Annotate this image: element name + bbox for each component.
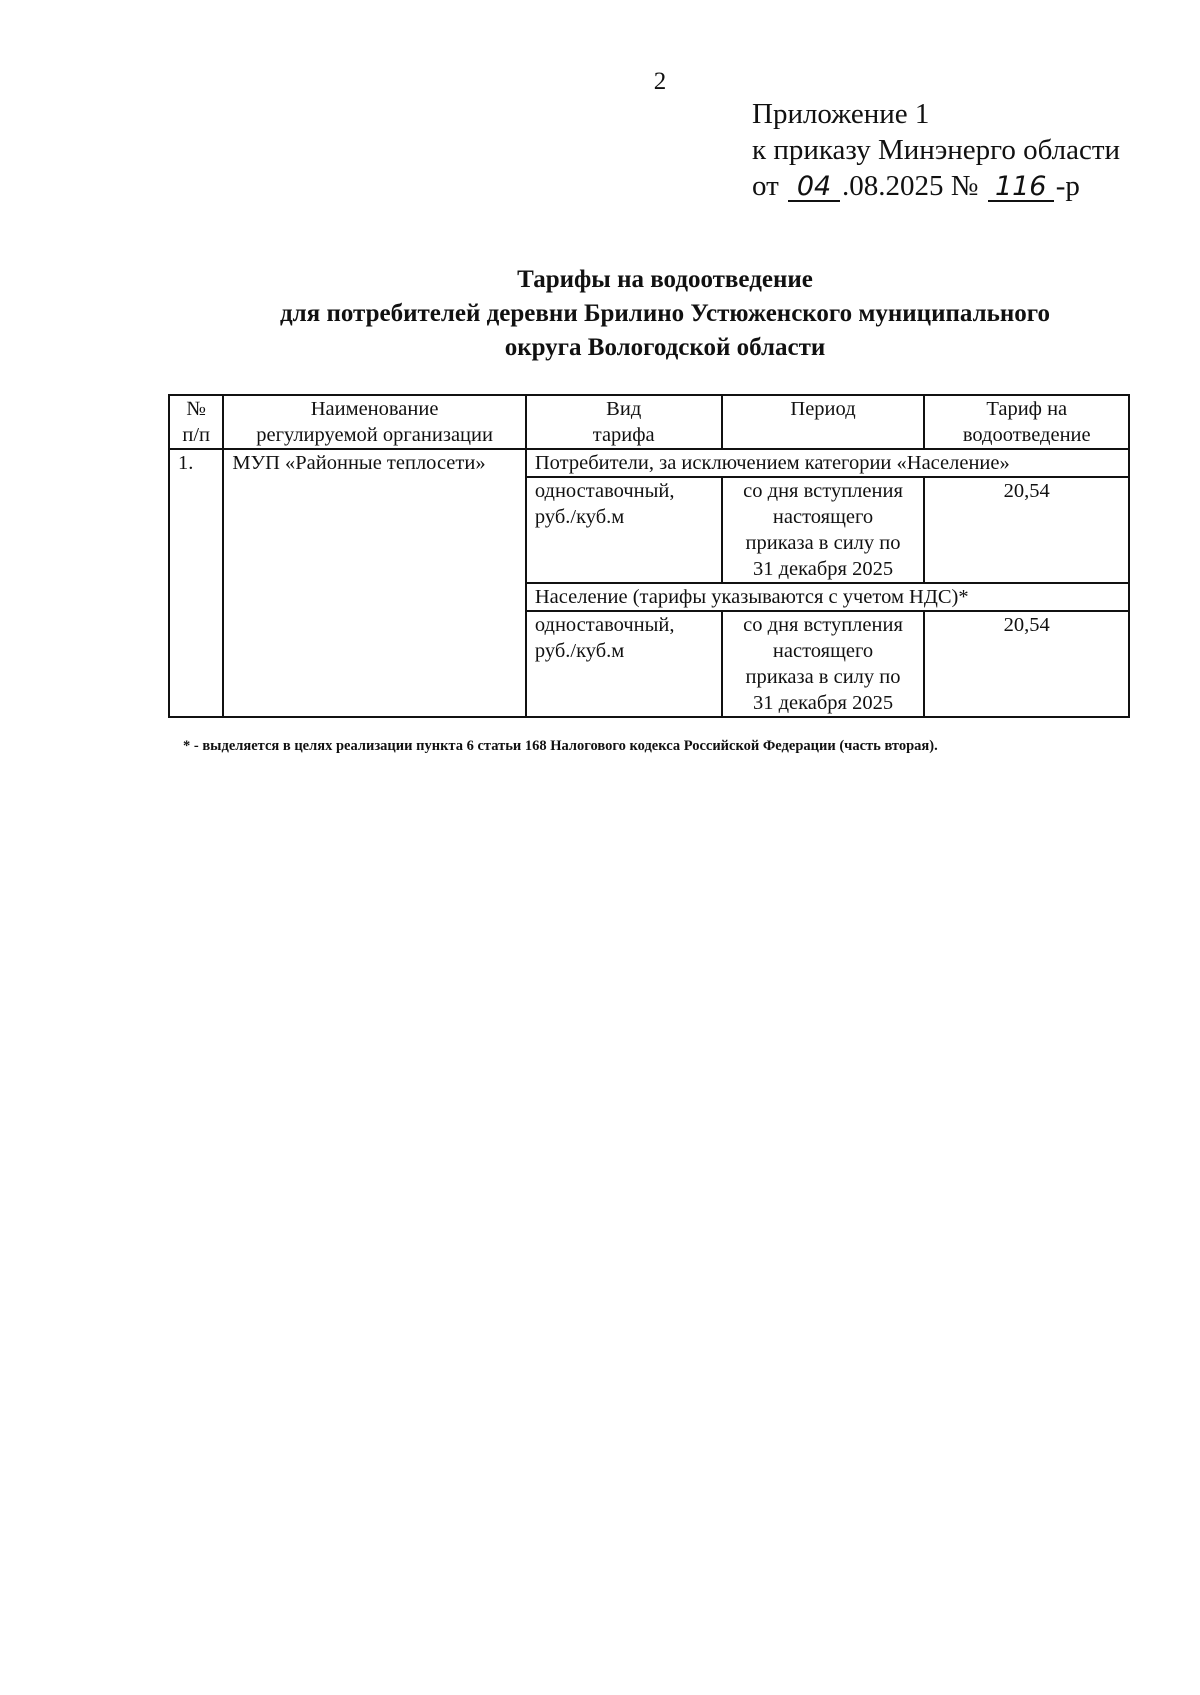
- tariffs-table: [168, 394, 1130, 718]
- page-number: 2: [653, 68, 667, 95]
- handwritten-order-number: 116: [988, 174, 1054, 202]
- header-organization: [223, 395, 526, 449]
- period-cell: [722, 477, 925, 583]
- header-tariff-line-1: Тариф на: [986, 398, 1068, 420]
- tariff-value-cell: 20,54: [924, 611, 1129, 717]
- period-line-2: настоящего: [772, 640, 874, 662]
- title-line-2: для потребителей деревни Брилино Устюженского муниципального: [280, 300, 1050, 327]
- period-line-1: со дня вступления: [743, 614, 903, 636]
- table-row: [169, 449, 1129, 477]
- tariff-value-cell: 20,54: [924, 477, 1129, 583]
- title-line-1: Тарифы на водоотведение: [517, 266, 813, 293]
- header-type-line-1: Вид: [606, 398, 642, 420]
- handwritten-date-day: 04: [788, 174, 840, 202]
- tariff-type-line-1: одноставочный,: [534, 480, 675, 502]
- period-line-4: 31 декабря 2025: [752, 692, 894, 714]
- period-line-4: 31 декабря 2025: [752, 558, 894, 580]
- period-line-3: приказа в силу по: [745, 532, 901, 554]
- header-org-line-1: Наименование: [310, 398, 439, 420]
- header-tariff-value: [924, 395, 1129, 449]
- header-num-line-1: №: [186, 398, 206, 420]
- header-num-line-2: п/п: [182, 424, 210, 446]
- row-number: 1.: [169, 449, 223, 717]
- organization-name: МУП «Районные теплосети»: [223, 449, 526, 717]
- tariff-type-line-2: руб./куб.м: [534, 640, 625, 662]
- header-period-label: Период: [790, 398, 856, 420]
- category-other-consumers: Потребители, за исключением категории «Население»: [526, 449, 1129, 477]
- date-prefix: от: [752, 170, 779, 202]
- category-population: Население (тарифы указываются с учетом НДС)*: [526, 583, 1129, 611]
- header-period: [722, 395, 925, 449]
- footnote: * - выделяется в целях реализации пункта 6 статьи 168 Налогового кодекса Российской Федерации (часть вторая).: [183, 738, 938, 754]
- period-line-3: приказа в силу по: [745, 666, 901, 688]
- period-cell: [722, 611, 925, 717]
- tariff-type-cell: [526, 477, 722, 583]
- appendix-header: [752, 96, 1120, 204]
- appendix-date-line: [752, 168, 1120, 204]
- tariff-type-cell: [526, 611, 722, 717]
- tariff-type-line-2: руб./куб.м: [534, 506, 625, 528]
- appendix-reference: к приказу Минэнерго области: [752, 134, 1121, 166]
- period-line-2: настоящего: [772, 506, 874, 528]
- header-type-line-2: тарифа: [592, 424, 655, 446]
- tariff-type-line-1: одноставочный,: [534, 614, 675, 636]
- title-line-3: округа Вологодской области: [504, 334, 826, 361]
- header-tariff-line-2: водоотведение: [962, 424, 1091, 446]
- date-rest: .08.2025 №: [842, 170, 979, 202]
- period-line-1: со дня вступления: [743, 480, 903, 502]
- table-header-row: [169, 395, 1129, 449]
- header-tariff-type: [526, 395, 722, 449]
- header-num: [169, 395, 223, 449]
- document-title: [0, 263, 1200, 365]
- appendix-title: Приложение 1: [752, 98, 930, 130]
- header-org-line-2: регулируемой организации: [256, 424, 493, 446]
- order-suffix: -р: [1055, 170, 1080, 202]
